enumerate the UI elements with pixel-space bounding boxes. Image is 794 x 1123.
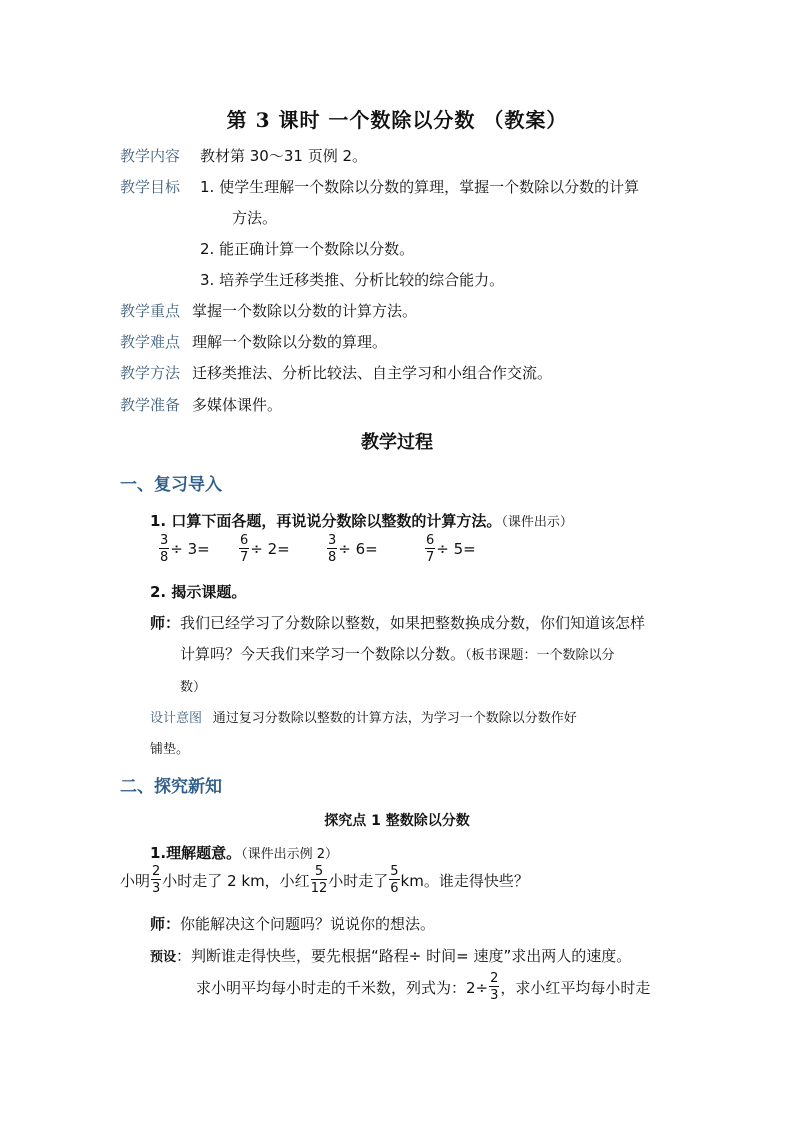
info-label-key: 教学重点 <box>120 302 181 320</box>
section-1-heading: 一、复习导入 <box>120 475 222 495</box>
exercise-4: $\frac{6}{7}$ ÷ 5= <box>426 533 476 565</box>
preset-label: 预设 <box>150 950 177 965</box>
review-item-1-note: （课件出示） <box>501 515 573 530</box>
review-item-1 <box>150 510 573 531</box>
problem-fraction-3: $\frac{5}{6}$ <box>390 864 399 896</box>
info-label-content: 教学内容 <box>120 147 181 165</box>
section-2-heading: 二、探究新知 <box>120 777 222 797</box>
info-label-goals: 教学目标 <box>120 178 181 196</box>
explore-item-1: 1.理解题意。（课件出示例 2） <box>150 844 339 862</box>
page-title: 第 3 课时 一个数除以分数 （教案） <box>226 108 568 132</box>
teacher-line-2: 计算吗？今天我们来学习一个数除以分数。（板书课题：一个数除以分 <box>180 645 615 663</box>
teacher-label: 师： <box>150 614 181 632</box>
preset-line: 预设：判断谁走得快些，要先根据“路程÷ 时间= 速度”求出两人的速度。 <box>150 947 632 965</box>
teacher-line-3: 数） <box>180 680 207 695</box>
exercise-3-fraction: $\frac{3}{8}$ <box>328 533 337 565</box>
teacher-question: 师：你能解决这个问题吗？说说你的想法。 <box>150 915 436 933</box>
info-label-difficulty: 教学难点 <box>120 333 181 351</box>
info-text-prep: 多媒体课件。 <box>192 396 283 414</box>
exercise-3: $\frac{3}{8}$ ÷ 6= <box>328 533 378 565</box>
info-label-prep: 教学准备 <box>120 396 181 414</box>
info-text-content: 教材第 30～31 页例 2。 <box>200 147 368 165</box>
info-text-goal-1: 1. 使学生理解一个数除以分数的算理，掌握一个数除以分数的计算 <box>200 178 640 196</box>
info-text-method: 迁移类推法、分析比较法、自主学习和小组合作交流。 <box>192 364 553 382</box>
info-label-method: 教学方法 <box>120 364 181 382</box>
exercise-2-fraction: $\frac{6}{7}$ <box>240 533 249 565</box>
info-text-key: 掌握一个数除以分数的计算方法。 <box>192 302 418 320</box>
design-intent-label: 设计意图 <box>150 711 203 726</box>
exercise-1-fraction: $\frac{3}{8}$ <box>160 533 169 565</box>
exercise-4-fraction: $\frac{6}{7}$ <box>426 533 435 565</box>
review-item-1-text: 1. 口算下面各题，再说说分数除以整数的计算方法。 <box>150 512 502 530</box>
exercise-1: $\frac{3}{8}$ ÷ 3= <box>160 533 210 565</box>
design-intent-line-1: 设计意图 通过复习分数除以整数的计算方法，为学习一个数除以分数作好 <box>150 711 577 726</box>
design-intent-line-2: 铺垫。 <box>150 742 190 757</box>
explore-point-title: 探究点 1 整数除以分数 <box>324 813 470 829</box>
problem-fraction-2: $\frac{5}{12}$ <box>310 864 328 896</box>
problem-statement: 小明 $\frac{2}{3}$ 小时走了 2 km，小红 $\frac{5}{12}$ 小时走了 $\frac{5}{6}$ km。谁走得快些？ <box>120 864 529 896</box>
calculation-fraction: $\frac{2}{3}$ <box>490 971 499 1003</box>
info-text-goal-2: 2. 能正确计算一个数除以分数。 <box>200 240 415 258</box>
info-text-goal-1-cont: 方法。 <box>232 209 278 227</box>
problem-fraction-1: $\frac{2}{3}$ <box>152 864 161 896</box>
info-text-difficulty: 理解一个数除以分数的算理。 <box>192 333 388 351</box>
process-heading: 教学过程 <box>361 432 433 453</box>
calculation-line: 求小明平均每小时走的千米数，列式为：2÷ $\frac{2}{3}$ ，求小红平均每小时走 <box>196 971 651 1003</box>
info-text-goal-3: 3. 培养学生迁移类推、分析比较的综合能力。 <box>200 271 505 289</box>
exercise-2: $\frac{6}{7}$ ÷ 2= <box>240 533 290 565</box>
teacher-line-1: 师：我们已经学习了分数除以整数，如果把整数换成分数，你们知道该怎样 <box>150 614 646 632</box>
review-item-2: 2. 揭示课题。 <box>150 583 247 601</box>
